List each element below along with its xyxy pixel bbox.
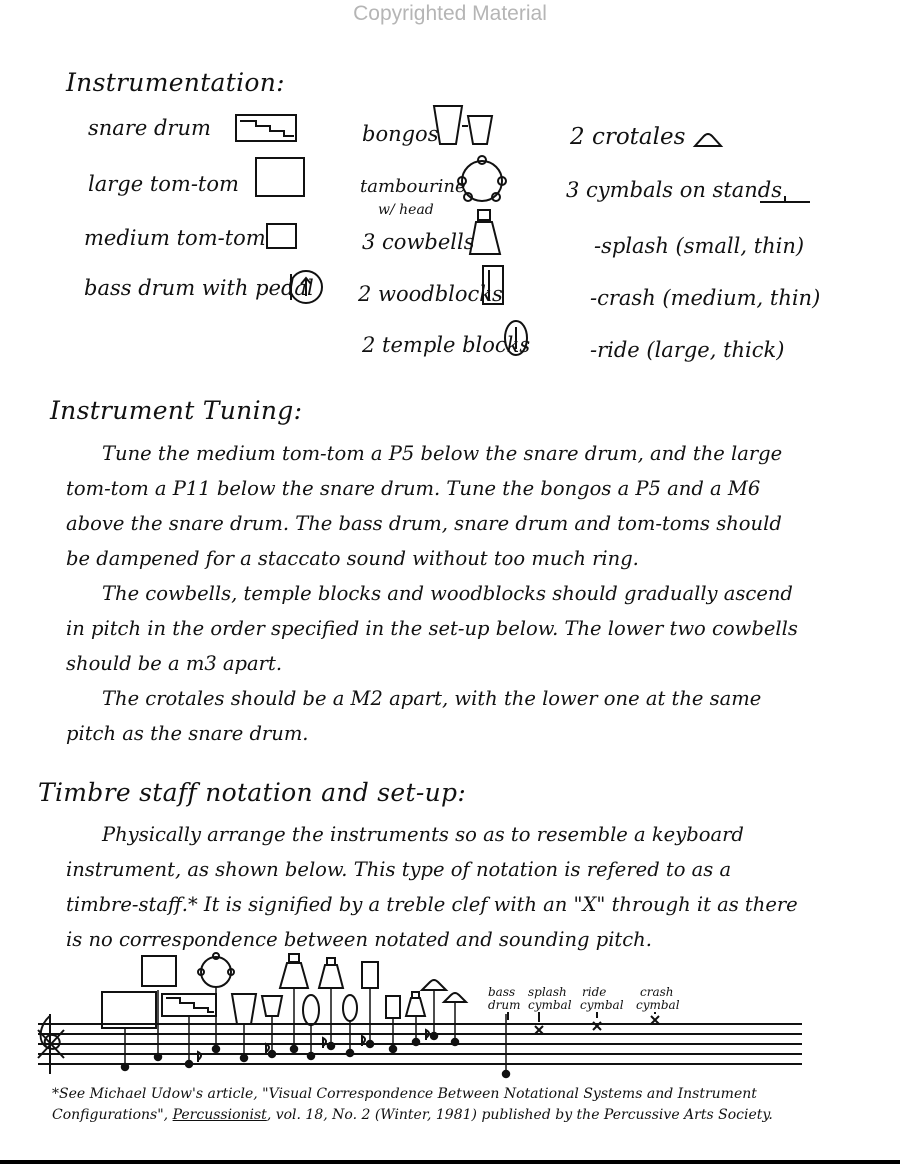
- crotale-icon: [692, 130, 724, 150]
- note-head: [213, 1046, 220, 1053]
- footnote-post: , vol. 18, No. 2 (Winter, 1981) published by the Percussive Arts Society.: [266, 1107, 773, 1123]
- note-head: [155, 1054, 162, 1061]
- setup-bongos-icon: [232, 994, 282, 1024]
- note-head: [308, 1053, 315, 1060]
- inst-ride: -ride (large, thick): [590, 338, 785, 362]
- label-ride: ride: [582, 985, 607, 999]
- setup-temple-block-icon: [303, 995, 319, 1025]
- inst-cowbells: 3 cowbells: [362, 230, 475, 254]
- bongos-icon: [430, 102, 500, 148]
- copyright-watermark: Copyrighted Material: [353, 2, 547, 25]
- note-head: [390, 1046, 397, 1053]
- footnote-line-2: [52, 1105, 812, 1126]
- inst-bass-drum: bass drum with pedal: [84, 276, 314, 300]
- tambourine-icon: [454, 153, 510, 209]
- setup-woodblock-icon: [362, 962, 378, 988]
- woodblock-icon: [480, 264, 508, 308]
- note-head: [241, 1055, 248, 1062]
- note-head: [122, 1064, 129, 1071]
- footnote: [52, 1084, 812, 1126]
- note-head: [503, 1071, 510, 1078]
- inst-tambourine-head: w/ head: [378, 202, 434, 218]
- inst-large-tom: large tom-tom: [88, 172, 239, 196]
- note-head: [413, 1039, 420, 1046]
- footnote-pre: Configurations",: [52, 1107, 169, 1123]
- setup-medium-tom-icon: [142, 956, 176, 986]
- timbre-staff-diagram: [30, 950, 810, 1085]
- cowbell-icon: [466, 208, 504, 258]
- setup-snare-drum-icon: [162, 994, 216, 1016]
- note-head: [452, 1039, 459, 1046]
- label-bass: bass: [488, 985, 516, 999]
- note-head: [431, 1033, 438, 1040]
- inst-crotales: 2 crotales: [570, 124, 686, 150]
- setup-crotale-icon: [422, 980, 446, 990]
- label-splash: splash: [528, 985, 567, 999]
- label-splash-cymbal: cymbal: [528, 998, 572, 1012]
- instrumentation-heading: Instrumentation:: [66, 68, 285, 97]
- label-crash: crash: [640, 985, 674, 999]
- bass-drum-icon: [284, 268, 326, 306]
- inst-cymbals: 3 cymbals on stands: [566, 178, 783, 202]
- inst-bongos: bongos: [362, 122, 439, 146]
- tuning-paragraph-2: The cowbells, temple blocks and woodblocks should gradually ascend in pitch in the order specified in the set-up below. The lower two cowbells should be a m3 apart.: [66, 582, 798, 675]
- setup-cowbell-icon: [280, 954, 308, 988]
- inst-crash: -crash (medium, thin): [590, 286, 821, 310]
- inst-splash: -splash (small, thin): [594, 234, 805, 258]
- snare-drum-icon: [234, 113, 298, 145]
- tuning-paragraph-3: The crotales should be a M2 apart, with the lower one at the same pitch as the snare drum.: [66, 687, 762, 745]
- large-tom-icon: [254, 156, 308, 200]
- tuning-paragraph-1: Tune the medium tom-tom a P5 below the snare drum, and the large tom-tom a P11 below the snare drum. Tune the bongos a P5 and a M6 above the snare drum. The bass drum, snare drum and tom-toms should be dampened for a staccato sound without too much ring.: [66, 442, 783, 570]
- note-head: [186, 1061, 193, 1068]
- note-head: [347, 1050, 354, 1057]
- page-bottom-edge: [0, 1160, 900, 1164]
- timbre-paragraph: Physically arrange the instruments so as to resemble a keyboard instrument, as shown below. This type of notation is refered to as a timbre-staff.* It is signified by a treble clef with an "X" through it as there is no correspondence between notated and sounding pitch.: [66, 823, 798, 951]
- setup-crotale-icon: [444, 993, 466, 1002]
- cymbal-icon: [758, 188, 814, 208]
- timbre-heading: Timbre staff notation and set-up:: [38, 778, 467, 807]
- temple-block-icon: [502, 318, 532, 360]
- label-crash-cymbal: cymbal: [636, 998, 680, 1012]
- inst-tambourine: tambourine: [360, 176, 466, 197]
- inst-temple-blocks: 2 temple blocks: [362, 333, 531, 357]
- setup-woodblock-icon: [386, 996, 400, 1018]
- footnote-journal: Percussionist: [172, 1107, 267, 1123]
- medium-tom-icon: [265, 222, 299, 252]
- inst-medium-tom: medium tom-tom: [84, 226, 266, 250]
- setup-temple-block-icon: [343, 995, 357, 1021]
- tuning-text: [66, 436, 806, 751]
- note-head: [269, 1051, 276, 1058]
- setup-cowbell-icon: [406, 992, 425, 1016]
- setup-cowbell-icon: [319, 958, 343, 988]
- inst-woodblocks: 2 woodblocks: [358, 282, 503, 306]
- note-head: [328, 1043, 335, 1050]
- inst-snare-drum: snare drum: [88, 116, 211, 140]
- label-bass-drum: drum: [488, 998, 521, 1012]
- note-head: [291, 1046, 298, 1053]
- setup-large-tom-icon: [102, 992, 156, 1028]
- timbre-text: [66, 817, 806, 957]
- tuning-heading: Instrument Tuning:: [50, 396, 303, 425]
- setup-tambourine-icon: [198, 953, 234, 987]
- label-ride-cymbal: cymbal: [580, 998, 624, 1012]
- note-head: [367, 1041, 374, 1048]
- footnote-line-1: *See Michael Udow's article, "Visual Correspondence Between Notational Systems and Instrument: [52, 1086, 757, 1102]
